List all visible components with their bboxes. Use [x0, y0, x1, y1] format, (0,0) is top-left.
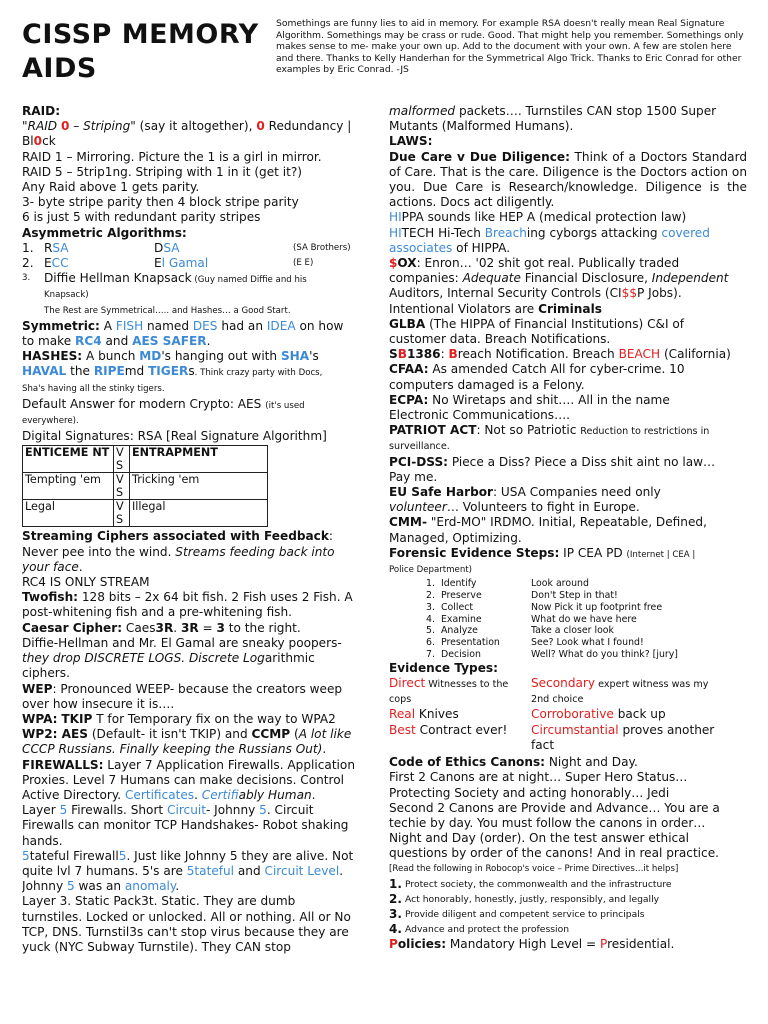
cfaa-line-1: CFAA: As amended Catch All for cyber-crime. 10	[389, 362, 685, 377]
ethics-line-6: questions by order of the canons! And in real practice.	[389, 846, 719, 861]
ethics-heading: Code of Ethics Canons: Night and Day.	[389, 755, 638, 770]
list-item: 2. Act honorably, honestly, justly, responsibly, and legally	[389, 891, 660, 906]
ethics-line-3: Second 2 Canons are Provide and Advance… You are a	[389, 800, 720, 815]
forensic-steps-list	[389, 578, 747, 661]
hitech-line-1: HITECH Hi-Tech Breaching cyborgs attacking covered	[389, 225, 710, 240]
firewalls-line-1: FIREWALLS: Layer 7 Application Firewalls. Application	[22, 757, 355, 772]
ethics-line-2: Protecting Society and acting honorably… Jedi	[389, 785, 670, 800]
twofish-line-1: Twofish: 128 bits – 2x 64 bit fish. 2 Fish uses 2 Fish. A	[22, 590, 353, 605]
firewalls-line-3: Active Directory. Certificates. Certifiably Human.	[22, 787, 316, 802]
list-item: 4. Advance and protect the profession	[389, 921, 570, 936]
sox-line-3: Auditors, Internal Security Controls (CI$$P Jobs).	[389, 286, 682, 301]
firewalls-line-9: Johnny 5 was an anomaly.	[22, 879, 180, 894]
policies-line: Policies: Mandatory High Level = Presidential.	[389, 936, 675, 951]
firewalls-line-13: yuck (NYC Subway Turnstile). They CAN stop	[22, 939, 291, 954]
list-item: 2. ECC El Gamal (E E)	[22, 256, 314, 271]
asym-continued: Knapsack)	[44, 290, 89, 301]
list-item: 3. Collect Now Pick it up footprint free	[426, 601, 663, 613]
hippa-line: HIPPA sounds like HEP A (medical protection law)	[389, 210, 687, 225]
cfaa-line-2: computers damaged is a Felony.	[389, 377, 585, 392]
firewalls-line-10: Layer 3. Static Pack3t. Static. They are dumb	[22, 894, 296, 909]
table-row	[23, 446, 268, 473]
table-cell: Illegal	[130, 500, 268, 527]
table-cell: V S	[114, 500, 130, 527]
list-item: 2. Preserve Don't Step in that!	[426, 590, 618, 602]
diffie-line-2: they drop DISCRETE LOGS. Discrete Logarithmic	[22, 651, 315, 666]
sox-line-2: companies: Adequate Financial Disclosure, Independent	[389, 271, 729, 286]
intro-paragraph: Somethings are funny lies to aid in memory. For example RSA doesn't really mean Real Signature Algorithm. Somethings may be crass or rude. Good. That might help you remember. Somethings only makes sense to me- make your own up. Add to the document with your own. A few are stolen here and there. Thanks to Kelly Handerhan for the Symmetrical Algo Trick. Thanks to Eric Conrad for other examples by Eric Conrad. -JS	[276, 18, 744, 76]
table-cell: Legal	[23, 500, 114, 527]
ethics-line-5: Night and Day (order). On the test answer ethical	[389, 831, 689, 846]
asym-rest: The Rest are Symmetrical….. and Hashes… a Good Start.	[44, 305, 291, 316]
raid-line-2: Bl0ck	[22, 134, 56, 149]
malformed-line-2: Mutants (Malformed Humans).	[389, 119, 574, 134]
table-cell: V S	[114, 473, 130, 500]
sb1386-line: SB1386: Breach Notification. Breach BEACH (California)	[389, 347, 731, 362]
evidence-row-4: Best Contract ever! Circumstantial proves another	[389, 722, 715, 737]
cmm-line-1: CMM- "Erd-MO" IRDMO. Initial, Repeatable, Defined,	[389, 515, 707, 530]
firewalls-line-6: hands.	[22, 833, 63, 848]
firewalls-line-7: 5tateful Firewall5. Just like Johnny 5 they are alive. Not	[22, 848, 354, 863]
hashes-line-1: HASHES: A bunch MD's hanging out with SHA's	[22, 349, 319, 364]
raid-line-1: "RAID 0 – Striping" (say it altogether), 0 Redundancy |	[22, 119, 352, 134]
pci-line-1: PCI-DSS: Piece a Diss? Piece a Diss shit aint no law…	[389, 454, 716, 469]
eu-line-2: volunteer… Volunteers to fight in Europe.	[389, 500, 640, 515]
wpa2-line-1: WP2: AES (Default- it isn't TKIP) and CCMP (A lot like	[22, 727, 352, 742]
wpa2-line-2: CCCP Russians. Finally keeping the Russians Out).	[22, 742, 327, 757]
diffie-line-1: Diffie-Hellman and Mr. El Gamal are sneaky poopers-	[22, 635, 342, 650]
firewalls-line-2: Proxies. Level 7 Humans can make decisions. Control	[22, 772, 345, 787]
twofish-line-2: post-whitening fish and a pre-whitening fish.	[22, 605, 292, 620]
table-cell: ENTICEME NT	[23, 446, 114, 473]
stream-line-1: Never pee into the wind. Streams feeding back into	[22, 544, 335, 559]
page-title: CISSP MEMORY AIDS	[22, 19, 259, 84]
raid-line-6: 3- byte stripe parity then 4 block stripe parity	[22, 195, 299, 210]
evidence-heading: Evidence Types:	[389, 660, 498, 675]
list-item: 6. Presentation See? Look what I found!	[426, 637, 644, 649]
crypto-default: Default Answer for modern Crypto: AES (it's used	[22, 396, 305, 411]
table-cell: ENTRAPMENT	[130, 446, 268, 473]
ethics-line-4: techie by day. You must follow the canons in order…	[389, 815, 706, 830]
firewalls-line-4: Layer 5 Firewalls. Short Circuit- Johnny 5. Circuit	[22, 803, 314, 818]
table-cell: V S	[114, 446, 130, 473]
left-column	[22, 104, 372, 955]
malformed-line-1: malformed packets…. Turnstiles CAN stop 1500 Super	[389, 104, 717, 118]
evidence-row-5: fact	[531, 737, 555, 752]
wep-line-1: WEP: Pronounced WEEP- because the creators weep	[22, 681, 343, 696]
list-item: 3. Diffie Hellman Knapsack (Guy named Diffie and his	[22, 271, 307, 286]
laws-heading: LAWS:	[389, 134, 433, 149]
list-item: 5. Analyze Take a closer look	[426, 625, 614, 637]
diffie-line-3: ciphers.	[22, 666, 70, 681]
evidence-row-3: Real Knives Corroborative back up	[389, 707, 666, 722]
canons-list	[389, 877, 747, 937]
forensic-heading-cont: Police Department)	[389, 565, 473, 576]
table-row	[23, 500, 268, 527]
hitech-line-2: associates of HIPPA.	[389, 240, 511, 255]
raid-line-3: RAID 1 – Mirroring. Picture the 1 is a girl in mirror.	[22, 149, 322, 164]
patriot-line-1: PATRIOT ACT: Not so Patriotic Reduction to restrictions in	[389, 423, 710, 438]
list-item: 4. Examine What do we have here	[426, 613, 637, 625]
cmm-line-2: Managed, Optimizing.	[389, 530, 522, 545]
hashes-line-3: Sha's having all the stinky tigers.	[22, 383, 165, 394]
asym-list	[22, 241, 372, 289]
list-item: 3. Provide diligent and competent service to principals	[389, 906, 645, 921]
firewalls-line-5: Firewalls can monitor TCP Handshakes- Robot shaking	[22, 818, 349, 833]
table-cell: Tricking 'em	[130, 473, 268, 500]
list-item: 1. RSA DSA (SA Brothers)	[22, 240, 351, 255]
symmetric-line-1: Symmetric: A FISH named DES had an IDEA on how	[22, 318, 344, 333]
raid-line-5: Any Raid above 1 gets parity.	[22, 180, 200, 195]
list-item: 7. Decision Well? What do you think? [jury]	[426, 649, 678, 661]
evidence-row-2: cops 2nd choice	[389, 694, 584, 706]
firewalls-line-11: turnstiles. Locked or unlocked. All or nothing. All or No	[22, 909, 351, 924]
list-item: 1. Identify Look around	[426, 578, 589, 590]
crypto-default-cont: everywhere).	[22, 416, 79, 427]
sox-line-4: Intentional Violators are Criminals	[389, 301, 602, 316]
evidence-row-1: Direct Witnesses to the Secondary expert witness was my	[389, 676, 709, 691]
ecpa-line-1: ECPA: No Wiretaps and shit…. All in the name	[389, 392, 670, 407]
right-column	[389, 104, 747, 952]
raid-line-4: RAID 5 – 5trip1ng. Striping with 1 in it (get it?)	[22, 164, 302, 179]
table-row	[23, 473, 268, 500]
forensic-heading: Forensic Evidence Steps: IP CEA PD (Internet | CEA |	[389, 545, 696, 560]
digital-signatures: Digital Signatures: RSA [Real Signature Algorithm]	[22, 429, 327, 444]
firewalls-line-12: TCP, DNS. Turnstil3s can't stop virus because they are	[22, 924, 349, 939]
entrapment-table	[22, 445, 268, 527]
due-care-paragraph: Due Care v Due Diligence: Think of a Doctors Standard of Care. That is the care. Diligence is the Doctors action on you. Due Care is Research/knowledge. Diligence is the actions. Docs act diligently.	[389, 149, 747, 210]
firewalls-line-8: quite lvl 7 humans. 5's are 5tateful and Circuit Level.	[22, 863, 344, 878]
ecpa-line-2: Electronic Communications….	[389, 408, 571, 423]
sox-line-1: $OX: Enron… '02 shit got real. Publically traded	[389, 256, 680, 271]
eu-line-1: EU Safe Harbor: USA Companies need only	[389, 485, 661, 500]
wpa-line: WPA: TKIP T for Temporary fix on the way to WPA2	[22, 711, 336, 726]
list-item: 1. Protect society, the commonwealth and the infrastructure	[389, 876, 672, 891]
asym-heading: Asymmetric Algorithms:	[22, 225, 187, 240]
raid-heading: RAID:	[22, 104, 61, 118]
stream-line-3: RC4 IS ONLY STREAM	[22, 575, 150, 590]
wep-line-2: over how insecure it is….	[22, 696, 175, 711]
ethics-robocop-note: [Read the following in Robocop's voice – Prime Directives…it helps]	[389, 863, 679, 874]
stream-line-2: your face.	[22, 559, 83, 574]
raid-line-7: 6 is just 5 with redundant parity stripes	[22, 210, 261, 225]
glba-line-1: GLBA (The HIPPA of Financial Institutions) C&I of	[389, 316, 685, 331]
ethics-line-1: First 2 Canons are at night… Super Hero Status…	[389, 770, 688, 785]
hashes-line-2: HAVAL the RIPEmd TIGERs. Think crazy party with Docs,	[22, 364, 323, 379]
caesar-line: Caesar Cipher: Caes3R. 3R = 3 to the right.	[22, 620, 301, 635]
patriot-line-2: surveillance.	[389, 441, 450, 453]
table-cell: Tempting 'em	[23, 473, 114, 500]
glba-line-2: customer data. Breach Notifications.	[389, 332, 611, 347]
pci-line-2: Pay me.	[389, 469, 438, 484]
stream-heading: Streaming Ciphers associated with Feedback:	[22, 529, 333, 544]
symmetric-line-2: to make RC4 and AES SAFER.	[22, 334, 211, 349]
